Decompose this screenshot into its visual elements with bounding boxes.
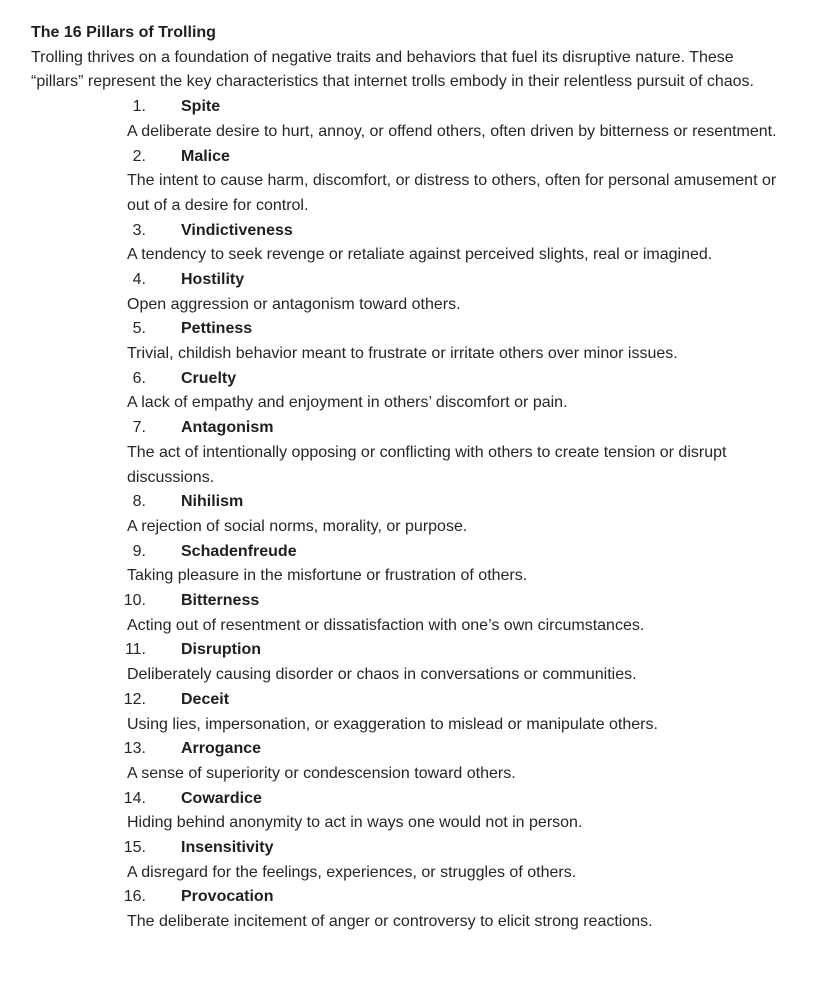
- pillar-name: Cruelty: [181, 369, 237, 387]
- pillar-name: Schadenfreude: [181, 542, 297, 560]
- pillar-heading: [31, 737, 811, 762]
- pillars-list: [31, 95, 811, 935]
- pillar-description: A disregard for the feelings, experiences, or struggles of others.: [127, 863, 577, 881]
- pillar-heading: [31, 836, 811, 861]
- pillar-description: A rejection of social norms, morality, or purpose.: [127, 517, 468, 535]
- pillar-name: Bitterness: [181, 592, 260, 610]
- pillar-heading: [31, 416, 811, 441]
- pillar-heading: [31, 367, 811, 392]
- pillar-description: Taking pleasure in the misfortune or frustration of others.: [127, 567, 528, 585]
- pillar-description: Using lies, impersonation, or exaggeration to mislead or manipulate others.: [127, 715, 658, 733]
- list-item: [31, 95, 811, 144]
- pillar-name: Antagonism: [181, 419, 274, 437]
- pillar-name: Spite: [181, 98, 221, 116]
- pillar-heading: [31, 638, 811, 663]
- pillar-name: Disruption: [181, 641, 261, 659]
- pillar-description: A deliberate desire to hurt, annoy, or offend others, often driven by bitterness or resentment.: [127, 122, 777, 140]
- pillar-number: 16.: [123, 888, 146, 906]
- pillar-description: A tendency to seek revenge or retaliate against perceived slights, real or imagined.: [127, 246, 713, 264]
- pillar-number: 10.: [123, 592, 146, 610]
- list-item: [31, 787, 811, 836]
- list-item: [31, 367, 811, 416]
- list-item: [31, 145, 811, 219]
- list-item: [31, 540, 811, 589]
- pillar-description: A sense of superiority or condescension toward others.: [127, 764, 516, 782]
- pillar-description: Deliberately causing disorder or chaos in conversations or communities.: [127, 666, 637, 684]
- pillar-heading: [31, 885, 811, 910]
- pillar-heading: [31, 145, 811, 170]
- pillar-description: The act of intentionally opposing or conflicting with others to create tension or disrupt discussions.: [127, 443, 727, 486]
- pillar-heading: [31, 787, 811, 812]
- pillar-name: Nihilism: [181, 493, 244, 511]
- pillar-number: 11.: [124, 641, 146, 659]
- pillar-heading: [31, 317, 811, 342]
- pillar-name: Provocation: [181, 888, 274, 906]
- pillar-number: 4.: [132, 270, 146, 288]
- list-item: [31, 490, 811, 539]
- pillar-name: Arrogance: [181, 740, 262, 758]
- pillar-number: 8.: [132, 493, 146, 511]
- pillar-heading: [31, 95, 811, 120]
- pillar-name: Insensitivity: [181, 838, 274, 856]
- pillar-number: 12.: [123, 690, 146, 708]
- list-item: [31, 589, 811, 638]
- pillar-description: Trivial, childish behavior meant to frustrate or irritate others over minor issues.: [127, 345, 678, 363]
- pillar-number: 2.: [132, 147, 146, 165]
- pillar-number: 7.: [132, 419, 146, 437]
- pillar-name: Vindictiveness: [181, 221, 293, 239]
- pillar-name: Malice: [181, 147, 230, 165]
- list-item: [31, 836, 811, 885]
- pillar-name: Pettiness: [181, 320, 253, 338]
- list-item: [31, 688, 811, 737]
- pillar-number: 5.: [132, 320, 146, 338]
- intro-paragraph: Trolling thrives on a foundation of negative traits and behaviors that fuel its disruptive nature. These “pillars” represent the key characteristics that internet trolls embody in their relentless pursuit of chaos.: [31, 48, 754, 91]
- pillar-heading: [31, 688, 811, 713]
- pillar-number: 9.: [132, 542, 146, 560]
- list-item: [31, 317, 811, 366]
- page-title: The 16 Pillars of Trolling: [31, 24, 216, 41]
- list-item: [31, 737, 811, 786]
- pillar-description: A lack of empathy and enjoyment in others’ discomfort or pain.: [127, 394, 568, 412]
- pillar-number: 14.: [123, 789, 146, 807]
- pillar-number: 3.: [132, 221, 146, 239]
- pillar-description: Hiding behind anonymity to act in ways one would not in person.: [127, 814, 583, 832]
- pillar-number: 6.: [132, 369, 146, 387]
- list-item: [31, 416, 811, 490]
- pillar-name: Cowardice: [181, 789, 262, 807]
- pillar-name: Deceit: [181, 690, 230, 708]
- pillar-name: Hostility: [181, 270, 245, 288]
- pillar-description: Open aggression or antagonism toward others.: [127, 295, 461, 313]
- pillar-heading: [31, 219, 811, 244]
- pillar-number: 13.: [123, 740, 146, 758]
- pillar-description: The intent to cause harm, discomfort, or distress to others, often for personal amusement or out of a desire for control.: [127, 172, 777, 214]
- pillar-heading: [31, 490, 811, 515]
- list-item: [31, 638, 811, 687]
- pillar-description: Acting out of resentment or dissatisfaction with one’s own circumstances.: [127, 616, 645, 634]
- pillar-heading: [31, 540, 811, 565]
- pillar-heading: [31, 268, 811, 293]
- pillar-description: The deliberate incitement of anger or controversy to elicit strong reactions.: [127, 913, 653, 931]
- pillar-number: 1.: [132, 98, 146, 116]
- list-item: [31, 885, 811, 934]
- list-item: [31, 219, 811, 268]
- pillar-heading: [31, 589, 811, 614]
- pillar-number: 15.: [123, 838, 146, 856]
- list-item: [31, 268, 811, 317]
